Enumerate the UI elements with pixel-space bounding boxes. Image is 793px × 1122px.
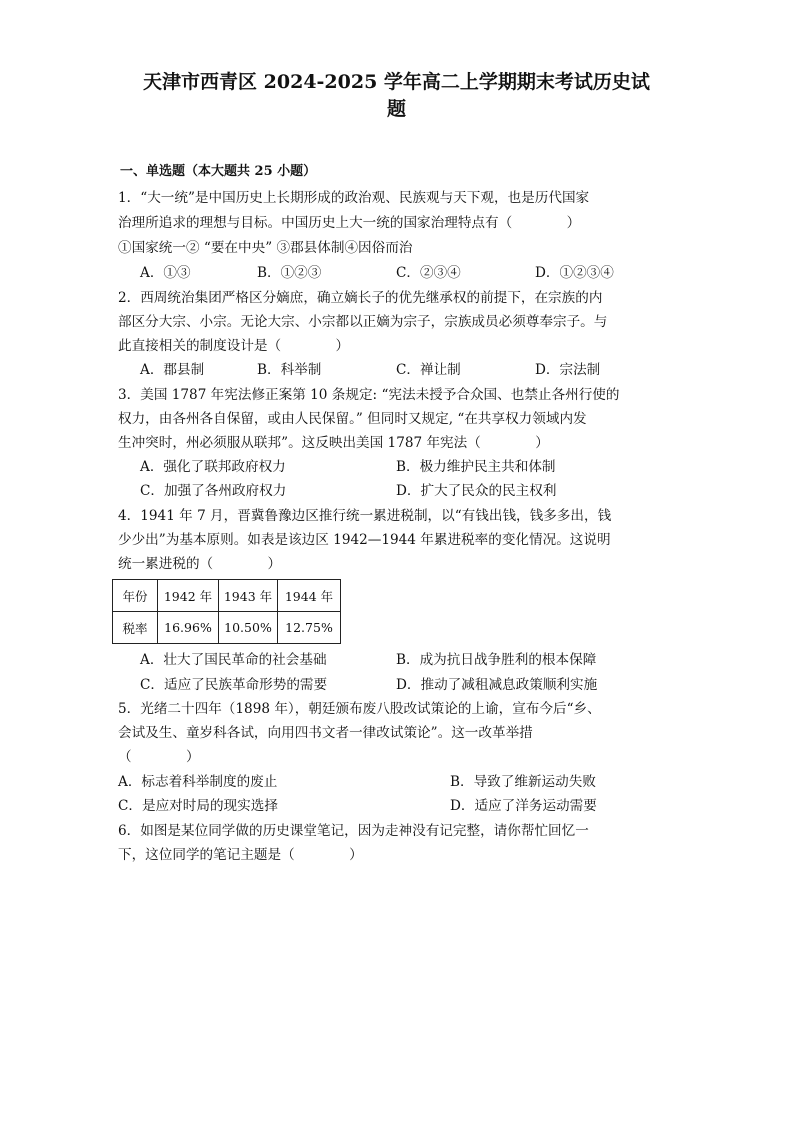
table-cell: 10.50% <box>219 612 278 644</box>
q1-option-d: D．①②③④ <box>535 265 614 281</box>
q5-stem-line2: 会试及生、童岁科各试，向用四书文者一律改试策论”。这一改革举措 <box>118 725 533 741</box>
q1-stem-line2: 治理所追求的理想与目标。中国历史上大一统的国家治理特点有（ ） <box>118 215 581 231</box>
table-cell: 1944 年 <box>278 580 341 612</box>
q2-stem-line2: 部区分大宗、小宗。无论大宗、小宗都以正嫡为宗子，宗族成员必须尊奉宗子。与 <box>118 314 608 330</box>
table-cell: 1942 年 <box>158 580 219 612</box>
q5-stem-line3: （ ） <box>118 749 200 765</box>
q4-stem-line1: 4．1941 年 7 月，晋冀鲁豫边区推行统一累进税制，以“有钱出钱，钱多多出，钱 <box>118 508 612 524</box>
q4-stem-line2: 少少出”为基本原则。如表是该边区 1942—1944 年累进税率的变化情况。这说明 <box>118 532 611 548</box>
q1-stem-line3: ①国家统一② “要在中央” ③郡县体制④因俗而治 <box>118 240 413 256</box>
q3-option-c: C．加强了各州政府权力 <box>140 483 287 499</box>
q1-stem-line1: 1．“大一统”是中国历史上长期形成的政治观、民族观与天下观，也是历代国家 <box>118 190 590 206</box>
q4-option-a: A．壮大了国民革命的社会基础 <box>140 652 327 668</box>
section-heading: 一、单选题（本大题共 25 小题） <box>120 164 317 179</box>
q6-stem-line2: 下，这位同学的笔记主题是（ ） <box>118 847 363 863</box>
q2-stem-line3: 此直接相关的制度设计是（ ） <box>118 338 350 354</box>
q5-option-d: D．适应了洋务运动需要 <box>450 798 597 814</box>
table-cell: 1943 年 <box>219 580 278 612</box>
q3-stem-line1: 3．美国 1787 年宪法修正案第 10 条规定: “宪法未授予合众国、也禁止各州行使的 <box>118 387 620 403</box>
q3-option-b: B．极力维护民主共和体制 <box>396 459 556 475</box>
q1-option-c: C．②③④ <box>396 265 461 281</box>
q5-option-c: C．是应对时局的现实选择 <box>118 798 278 814</box>
document-title-line1: 天津市西青区 2024-2025 学年高二上学期期末考试历史试 <box>143 71 650 93</box>
table-cell: 12.75% <box>278 612 341 644</box>
tax-rate-table <box>112 579 341 644</box>
q5-option-a: A．标志着科举制度的废止 <box>118 774 278 790</box>
q2-stem-line1: 2．西周统治集团严格区分嫡庶，确立嫡长子的优先继承权的前提下，在宗族的内 <box>118 290 603 306</box>
table-cell: 税率 <box>113 612 158 644</box>
q4-option-c: C．适应了民族革命形势的需要 <box>140 677 328 693</box>
q4-option-d: D．推动了减租减息政策顺利实施 <box>396 677 598 693</box>
q3-stem-line3: 生冲突时，州必须服从联邦”。这反映出美国 1787 年宪法（ ） <box>118 435 549 451</box>
q2-option-c: C．禅让制 <box>396 362 461 378</box>
q4-option-b: B．成为抗日战争胜利的根本保障 <box>396 652 597 668</box>
q2-option-b: B．科举制 <box>257 362 322 378</box>
table-cell: 年份 <box>113 580 158 612</box>
document-title-line2: 题 <box>386 98 406 120</box>
q3-option-a: A．强化了联邦政府权力 <box>140 459 286 475</box>
q2-option-d: D．宗法制 <box>535 362 601 378</box>
table-cell: 16.96% <box>158 612 219 644</box>
q4-stem-line3: 统一累进税的（ ） <box>118 556 282 572</box>
q3-stem-line2: 权力，由各州各自保留，或由人民保留。” 但同时又规定, “在共享权力领域内发 <box>118 411 587 427</box>
table-row <box>113 612 341 644</box>
q1-option-b: B．①②③ <box>257 265 322 281</box>
q2-option-a: A．郡县制 <box>140 362 205 378</box>
q1-option-a: A．①③ <box>140 265 191 281</box>
q6-stem-line1: 6．如图是某位同学做的历史课堂笔记，因为走神没有记完整，请你帮忙回忆一 <box>118 823 589 839</box>
q5-stem-line1: 5．光绪二十四年（1898 年），朝廷颁布废八股改试策论的上谕，宣布今后“乡、 <box>118 701 601 717</box>
q3-option-d: D．扩大了民众的民主权利 <box>396 483 557 499</box>
table-header-row <box>113 580 341 612</box>
q5-option-b: B．导致了维新运动失败 <box>450 774 596 790</box>
